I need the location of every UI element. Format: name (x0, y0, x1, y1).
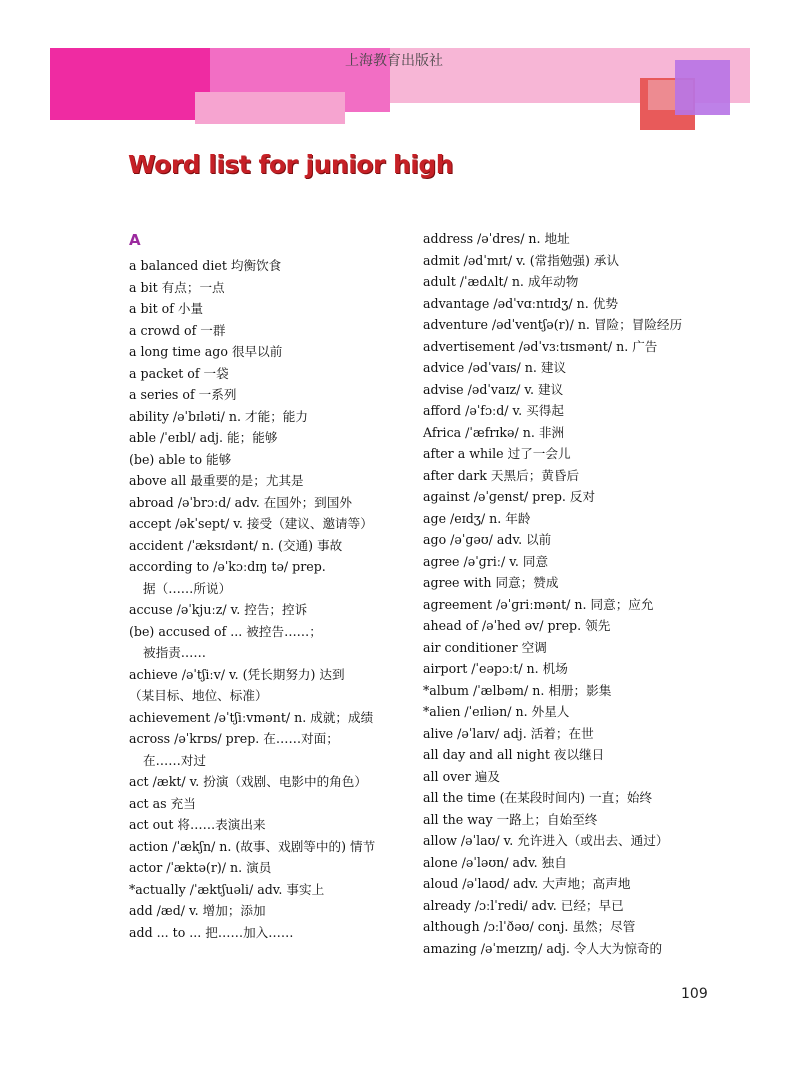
word-entry: 据（……所说） (143, 580, 232, 596)
word-entry: amazing /əˈmeɪzɪŋ/ adj. 令人大为惊奇的 (423, 940, 663, 956)
word-entry: (be) accused of ... 被控告……； (129, 623, 322, 639)
word-entry: (be) able to 能够 (129, 451, 232, 467)
page-number: 109 (681, 986, 708, 1002)
word-entry: advantage /ədˈvɑːntɪdʒ/ n. 优势 (423, 295, 618, 311)
word-entry: achieve /əˈtʃiːv/ v. (凭长期努力) 达到 (129, 666, 345, 682)
header-banner (0, 0, 800, 140)
word-entry: all over 遍及 (423, 768, 500, 784)
word-entry: a series of 一系列 (129, 387, 237, 402)
banner-decoration (50, 48, 210, 120)
word-entry: （某目标、地位、标准） (129, 688, 268, 703)
page-title: Word list for junior high (128, 150, 454, 179)
word-entry: address /əˈdres/ n. 地址 (423, 231, 570, 246)
word-entry: ahead of /əˈhed əv/ prep. 领先 (423, 618, 611, 633)
word-entry: alive /əˈlaɪv/ adj. 活着；在世 (423, 725, 594, 741)
word-entry: agree /əˈɡriː/ v. 同意 (423, 553, 549, 569)
word-entry: after dark 天黑后；黄昏后 (423, 467, 580, 483)
word-entry: Africa /ˈæfrɪkə/ n. 非洲 (423, 424, 565, 440)
banner-decoration (195, 92, 345, 124)
word-entry: agreement /əˈɡriːmənt/ n. 同意；应允 (423, 596, 654, 612)
word-entry: according to /əˈkɔːdɪŋ tə/ prep. (129, 559, 326, 574)
right-column (423, 228, 723, 959)
word-entry: adventure /ədˈventʃə(r)/ n. 冒险；冒险经历 (423, 317, 683, 332)
word-entry: across /əˈkrɒs/ prep. 在……对面； (129, 731, 339, 746)
banner-decoration (675, 60, 730, 115)
word-entry: action /ˈækʃn/ n. (故事、戏剧等中的) 情节 (129, 838, 376, 854)
word-entry: act as 充当 (129, 795, 196, 811)
word-entry: admit /ədˈmɪt/ v. (常指勉强) 承认 (423, 252, 620, 268)
word-entry: aloud /əˈlaʊd/ adv. 大声地；高声地 (423, 876, 631, 891)
word-entry: after a while 过了一会儿 (423, 446, 571, 461)
word-entry: actor /ˈæktə(r)/ n. 演员 (129, 860, 272, 875)
word-entry: against /əˈɡenst/ prep. 反对 (423, 489, 596, 504)
word-entry: a bit of 小量 (129, 301, 204, 316)
word-entry: afford /əˈfɔːd/ v. 买得起 (423, 403, 564, 418)
word-entry: a bit 有点；一点 (129, 279, 225, 295)
word-entry: add ... to ... 把……加入…… (129, 924, 294, 940)
word-entry: alone /əˈləʊn/ adv. 独自 (423, 854, 567, 870)
word-entry: although /ɔːlˈðəʊ/ conj. 虽然；尽管 (423, 919, 636, 934)
word-entry: able /ˈeɪbl/ adj. 能；能够 (129, 430, 278, 445)
word-entry: allow /əˈlaʊ/ v. 允许进入（或出去、通过） (423, 833, 669, 848)
word-entry: all the time (在某段时间内) 一直；始终 (423, 790, 653, 805)
word-entry: 在……对过 (143, 752, 206, 768)
left-column (129, 230, 409, 943)
word-entry: add /æd/ v. 增加；添加 (129, 903, 266, 918)
word-entry: age /eɪdʒ/ n. 年龄 (423, 510, 531, 526)
word-entry: advise /ədˈvaɪz/ v. 建议 (423, 381, 564, 397)
word-entry: a long time ago 很早以前 (129, 344, 283, 359)
word-entry: *actually /ˈæktʃuəli/ adv. 事实上 (129, 881, 325, 897)
left-entries (129, 255, 409, 943)
word-entry: 被指责…… (143, 645, 206, 660)
word-entry: airport /ˈeəpɔːt/ n. 机场 (423, 661, 568, 676)
word-entry: agree with 同意；赞成 (423, 575, 559, 590)
word-entry: advertisement /ədˈvɜːtɪsmənt/ n. 广告 (423, 338, 658, 354)
word-entry: a packet of 一袋 (129, 365, 229, 381)
word-entry: act /ækt/ v. 扮演（戏剧、电影中的角色） (129, 774, 367, 789)
publisher-name: 上海教育出版社 (345, 53, 443, 69)
word-entry: achievement /əˈtʃiːvmənt/ n. 成就；成绩 (129, 709, 374, 725)
word-entry: abroad /əˈbrɔːd/ adv. 在国外；到国外 (129, 494, 352, 510)
word-entry: all the way 一路上；自始至终 (423, 811, 598, 827)
word-entry: advice /ədˈvaɪs/ n. 建议 (423, 360, 567, 375)
word-entry: *album /ˈælbəm/ n. 相册；影集 (423, 682, 612, 698)
word-entry: air conditioner 空调 (423, 639, 547, 655)
word-entry: a balanced diet 均衡饮食 (129, 258, 282, 273)
word-entry: accident /ˈæksɪdənt/ n. (交通) 事故 (129, 537, 343, 553)
word-entry: accuse /əˈkjuːz/ v. 控告；控诉 (129, 602, 308, 617)
word-entry: above all 最重要的是；尤其是 (129, 473, 304, 488)
word-entry: all day and all night 夜以继日 (423, 747, 605, 762)
section-letter: A (129, 231, 141, 249)
word-entry: ago /əˈɡəʊ/ adv. 以前 (423, 532, 552, 547)
word-entry: ability /əˈbɪləti/ n. 才能；能力 (129, 408, 308, 424)
right-entries (423, 228, 723, 959)
word-entry: accept /əkˈsept/ v. 接受（建议、邀请等） (129, 516, 373, 531)
word-entry: *alien /ˈeɪliən/ n. 外星人 (423, 704, 570, 719)
word-entry: adult /ˈædʌlt/ n. 成年动物 (423, 274, 579, 289)
word-entry: already /ɔːlˈredi/ adv. 已经；早已 (423, 897, 624, 913)
word-entry: act out 将……表演出来 (129, 817, 266, 832)
word-entry: a crowd of 一群 (129, 322, 226, 338)
